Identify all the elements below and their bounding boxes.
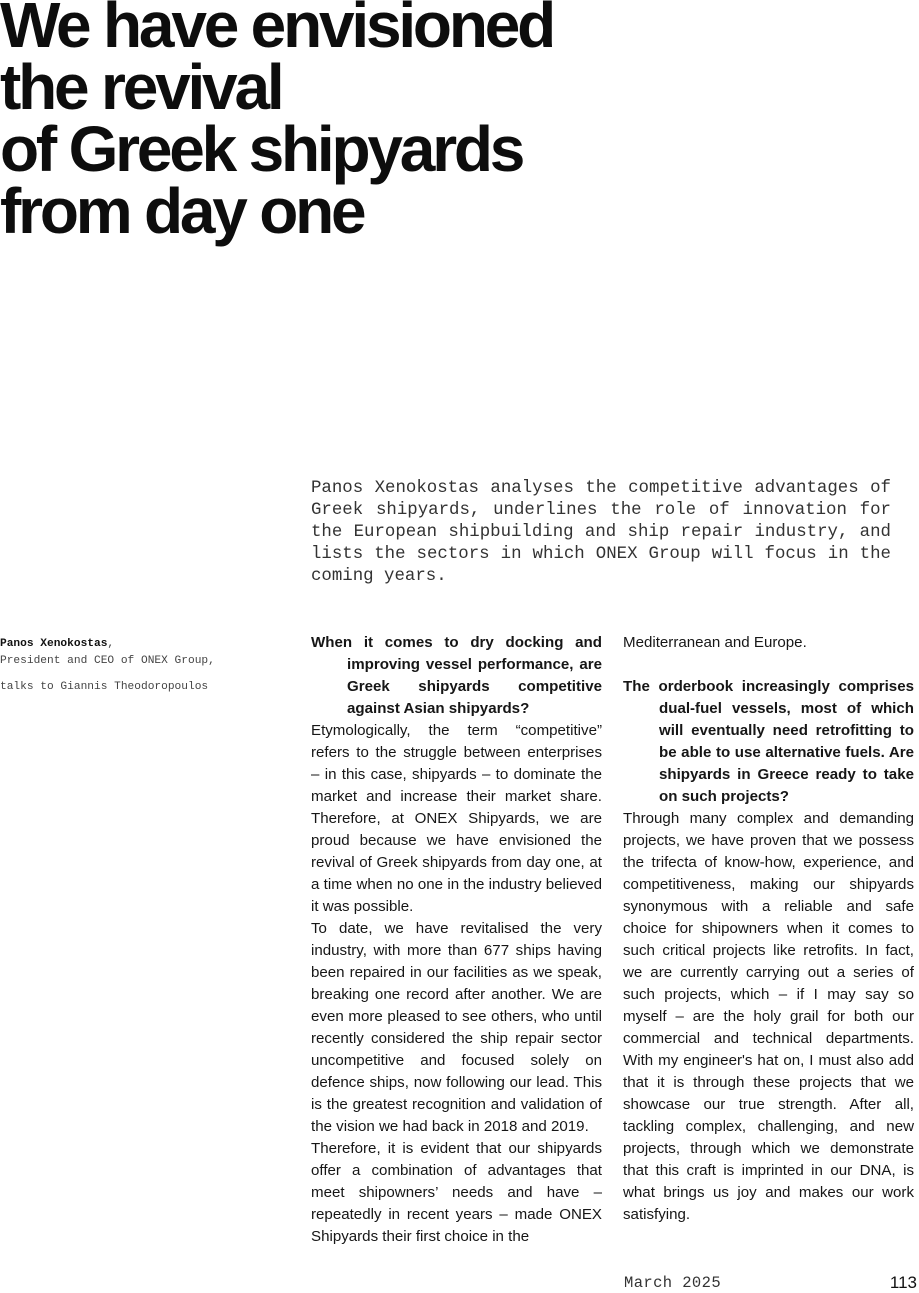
byline xyxy=(0,636,280,696)
answer-1-paragraph-3-continued: Mediterranean and Europe. xyxy=(623,634,807,651)
answer-1-paragraph-3: Therefore, it is evident that our shipyards offer a combination of advantages that meet shipowners’ needs and have – repeatedly in recent years – made ONEX Shipyards their first choice in the xyxy=(311,1140,602,1245)
article-column-1 xyxy=(311,632,602,1248)
question-1: When it comes to dry docking and improving vessel performance, are Greek shipyards competitive against Asian shipyards? xyxy=(311,634,602,717)
byline-role: President and CEO of ONEX Group, xyxy=(0,655,215,667)
answer-1-paragraph-2: To date, we have revitalised the very industry, with more than 677 ships having been repaired in our facilities as we speak, breaking one record after another. We are even more pleased to see others, who until recently considered the ship repair sector uncompetitive and focused solely on defence ships, now following our lead. This is the greatest recognition and validation of the vision we had back in 2018 and 2019. xyxy=(311,920,602,1135)
byline-interviewer: talks to Giannis Theodoropoulos xyxy=(0,681,209,693)
page-number: 113 xyxy=(889,1273,917,1292)
headline-line-4: from day one xyxy=(0,175,364,247)
article-headline xyxy=(0,0,700,247)
standfirst: Panos Xenokostas analyses the competitive advantages of Greek shipyards, underlines the role of innovation for the European shipbuilding and ship repair industry, and lists the sectors in which ONEX Group will focus in the coming years. xyxy=(311,479,891,586)
byline-name: Panos Xenokostas xyxy=(0,638,108,650)
issue-date: March 2025 xyxy=(624,1274,722,1292)
answer-2-paragraph-1: Through many complex and demanding projects, we have proven that we possess the trifecta of know-how, experience, and competitiveness, making our shipyards synonymous with a reliable and safe choice for shipowners when it comes to such critical projects like retrofits. In fact, we are currently carrying out a series of such projects, which – if I may say so myself – are the holy grail for both our commercial and technical departments. With my engineer's hat on, I must also add that it is through these projects that we showcase our true strength. After all, tackling complex, challenging, and new projects, through which we demonstrate that this craft is imprinted in our DNA, is what brings us joy and makes our work satisfying. xyxy=(623,810,914,1223)
headline-line-1: We have envisioned xyxy=(0,0,553,61)
byline-name-suffix: , xyxy=(107,638,115,650)
headline-line-2: the revival xyxy=(0,51,282,123)
answer-1-paragraph-1: Etymologically, the term “competitive” refers to the struggle between enterprises – in this case, shipyards – to dominate the market and increase their market share. Therefore, at ONEX Shipyards, we are proud because we have envisioned the revival of Greek shipyards from day one, at a time when no one in the industry believed it was possible. xyxy=(311,722,602,915)
byline-name-line xyxy=(0,636,280,653)
article-column-2 xyxy=(623,632,914,1226)
headline-line-3: of Greek shipyards xyxy=(0,113,523,185)
question-2: The orderbook increasingly comprises dual-fuel vessels, most of which will eventually need retrofitting to be able to use alternative fuels. Are shipyards in Greece ready to take on such projects? xyxy=(623,678,914,805)
